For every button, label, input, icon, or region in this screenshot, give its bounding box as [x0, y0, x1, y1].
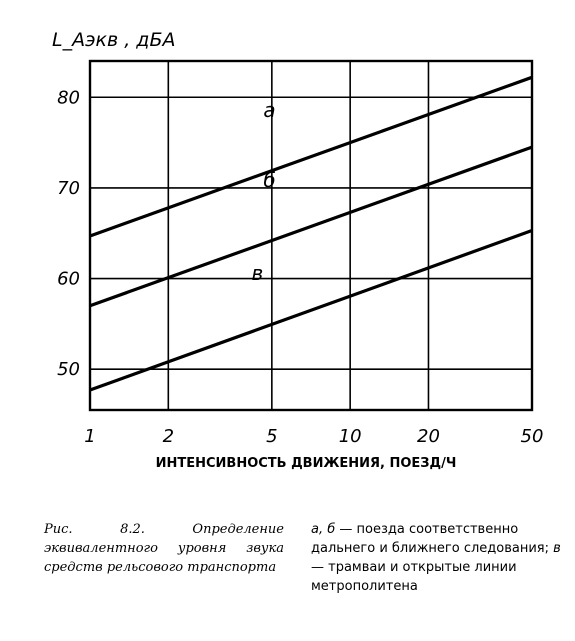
curve-label: б [263, 167, 276, 192]
series-line [90, 77, 532, 236]
x-axis-label: ИНТЕНСИВНОСТЬ ДВИЖЕНИЯ, ПОЕЗД/Ч [155, 456, 457, 471]
grid-lines [90, 61, 532, 410]
figure-legend-note [311, 520, 563, 596]
plot-frame [90, 61, 532, 410]
x-tick-label: 1 [84, 426, 96, 447]
x-tick-label: 50 [520, 426, 544, 447]
x-tick-label: 20 [417, 426, 440, 447]
y-tick-label: 70 [57, 177, 80, 199]
x-tick-label: 10 [338, 426, 362, 447]
series-line [90, 147, 532, 306]
figure-caption: Рис. 8.2. Определение эквивалентного уровня звука средств рельсового транспорта [44, 522, 284, 575]
y-tick-label: 80 [57, 87, 80, 109]
curve-label: в [251, 260, 264, 285]
y-tick-label: 50 [57, 359, 80, 381]
y-tick-label: 60 [57, 268, 80, 290]
legend-v-text: — трамваи и открытые линии метрополитена [311, 560, 517, 594]
x-tick-label: 2 [162, 426, 175, 447]
x-tick-label: 5 [266, 426, 278, 447]
curve-label: а [263, 98, 276, 123]
legend-ab-text: — поезда соответственно дальнего и ближнего следования; [311, 522, 554, 556]
series-line [90, 231, 532, 391]
legend-v-key: в [553, 541, 561, 556]
legend-ab-keys: а, б [311, 522, 336, 537]
y-axis-label: L_Aэкв , дБА [52, 29, 176, 51]
series-lines [90, 77, 532, 390]
tick-labels [57, 87, 543, 447]
